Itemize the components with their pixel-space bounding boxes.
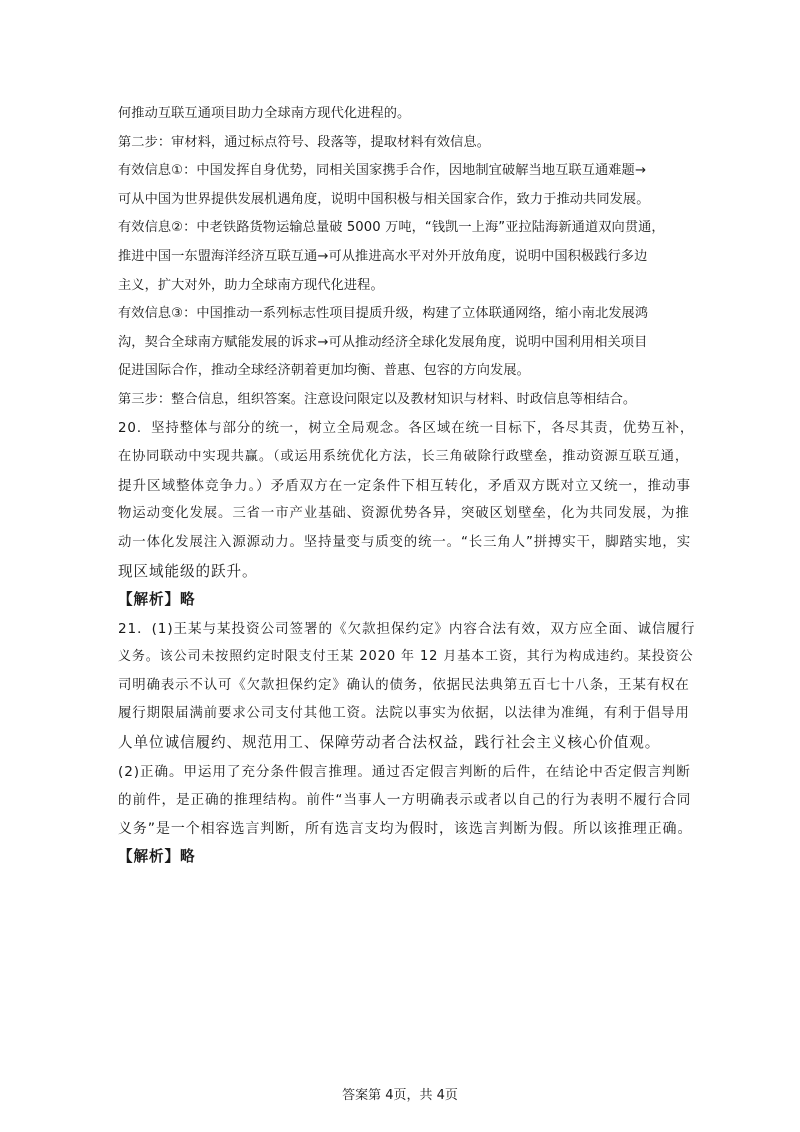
text-line: 人单位诚信履约、规范用工、保障劳动者合法权益，践行社会主义核心价值观。: [118, 734, 661, 752]
text-line: 有效信息①：中国发挥自身优势，同相关国家携手合作，因地制宜破解当地互联互通难题→: [118, 163, 646, 179]
text-line: 推进中国一东盟海洋经济互联互通→可从推进高水平对外开放角度，说明中国积极践行多边: [118, 248, 648, 264]
answer-content: [118, 100, 696, 872]
page-footer: 答案第 4页，共 4页: [342, 1088, 458, 1103]
text-line: 有效信息②：中老铁路货物运输总量破 5000 万吨，“钱凯一上海”亚拉陆海新通道双向贯通，: [118, 220, 665, 236]
text-line: 20．坚持整体与部分的统一，树立全局观念。各区域在统一目标下，各尽其责，优势互补，: [118, 420, 695, 436]
text-line: 何推动互联互通项目助力全球南方现代化进程的。: [118, 106, 411, 121]
text-line: 提升区域整体竞争力。）矛盾双方在一定条件下相互转化，矛盾双方既对立又统一，推动事: [118, 477, 691, 494]
text-line: 义务。该公司未按照约定时限支付王某 2020 年 12 月基本工资，其行为构成违约。某投资公: [118, 649, 694, 665]
text-line: 义务”是一个相容选言判断，所有选言支均为假时，该选言判断为假。所以该推理正确。: [118, 820, 693, 837]
text-line: 物运动变化发展。三省一市产业基础、资源优势各异，突破区划壁垒，化为共同发展，为推: [118, 506, 690, 522]
text-line: 第二步：审材料，通过标点符号、段落等，提取材料有效信息。: [118, 134, 491, 150]
text-line: 司明确表示不认可《欠款担保约定》确认的债务，依据民法典第五百七十八条，王某有权在: [118, 677, 690, 693]
text-line: 现区域能级的跃升。: [118, 562, 258, 580]
text-line: (2)正确。甲运用了充分条件假言推理。通过否定假言判断的后件，在结论中否定假言判断: [118, 763, 691, 780]
text-line: 履行期限届满前要求公司支付其他工资。法院以事实为依据，以法律为准绳，有利于倡导用: [118, 706, 690, 722]
text-line: 主义，扩大对外，助力全球南方现代化进程。: [118, 277, 384, 293]
text-line: 可从中国为世界提供发展机遇角度，说明中国积极与相关国家合作，致力于推动共同发展。: [118, 191, 650, 207]
text-line: 有效信息③：中国推动一系列标志性项目提质升级，构建了立体联通网络，缩小南北发展鸿: [118, 306, 649, 322]
text-line: 在协同联动中实现共赢。（或运用系统优化方法，长三角破除行政壁垒，推动资源互联互通，: [118, 449, 689, 465]
text-line: 第三步：整合信息，组织答案。注意设问限定以及教材知识与材料、时政信息等相结合。: [118, 391, 637, 407]
text-line: 促进国际合作，推动全球经济朝着更加均衡、普惠、包容的方向发展。: [118, 363, 530, 379]
analysis-label: 【解析】略: [118, 848, 196, 866]
text-line: 的前件，是正确的推理结构。前件“当事人一方明确表示或者以自己的行为表明不履行合同: [118, 792, 692, 809]
analysis-label: 【解析】略: [118, 591, 196, 609]
text-line: 沟，契合全球南方赋能发展的诉求→可从推动经济全球化发展角度，说明中国利用相关项目: [118, 334, 648, 350]
text-line: 21．(1)王某与某投资公司签署的《欠款担保约定》内容合法有效，双方应全面、诚信履行: [118, 620, 696, 637]
text-line: 动一体化发展注入源源动力。坚持量变与质变的统一。“长三角人”拼搏实干，脚踏实地，实: [118, 534, 692, 550]
